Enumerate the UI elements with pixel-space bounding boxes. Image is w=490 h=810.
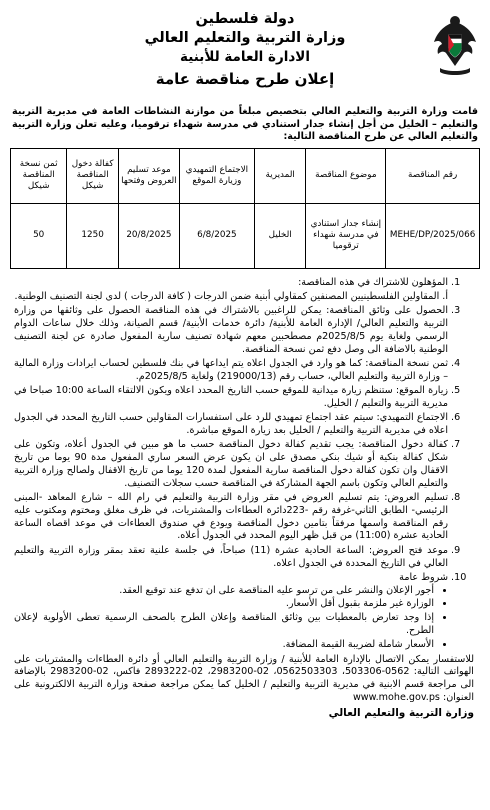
- header-titles: [10, 8, 480, 89]
- condition-item: [14, 572, 448, 652]
- col-submission-date: موعد تسليم العروض وفتحها: [118, 148, 179, 203]
- condition-item: 3. الحصول على وثائق المناقصة: يمكن للراغبين بالاشتراك في هذه المناقصة الحصول على وثائقها من وزارة التربية والتعليم العالي/ الإدارة العامة للأبنية/ دائرة خدمات الأبنية/ قسم الصيانة، وذلك خلال ساعات الدوام الرسمي ولغاية يوم 2025/8/5م مصطحبين معهم شهادة تصنيف سارية المفعول صادرة عن لجنة التصنيف الوطنية بالاضافة الى وصل دفع ثمن نسخة المناقصة.: [14, 305, 448, 356]
- cell-submission-date: 20/8/2025: [118, 203, 179, 268]
- conditions-list: [14, 277, 462, 652]
- general-condition-item: • الوزارة غير ملزمة بقبول أقل الأسعار.: [14, 598, 434, 611]
- tender-table: [10, 148, 480, 269]
- condition-item: أ. المقاولين الفلسطينيين المصنفين كمقاولي أبنية ضمن الدرجات ( كافة الدرجات ) لدى لجنة التصنيف الوطنية.: [14, 291, 448, 303]
- condition-item: 4. ثمن نسخة المناقصة: كما هو وارد في الجدول اعلاه يتم ايداعها في بنك فلسطين لحساب ايرادات وزارة المالية – وزارة التربية والتعليم العالي، حساب رقم (219000/13) ولغاية 2025/8/5م.: [14, 358, 448, 384]
- department-name: الادارة العامة للأبنية: [180, 49, 310, 65]
- col-copy-price: ثمن نسخة المناقصة شيكل: [11, 148, 67, 203]
- palestine-emblem-icon: [432, 12, 478, 78]
- contact-paragraph: للاستفسار يمكن الاتصال بالإدارة العامة للأبنية / وزارة التربية والتعليم العالي أو دائرة العطاءات والمشتريات على الهواتف التالية: 0562-503306، 0562503303، 02-2983200، 02-2893222 فاكس، 02-2983200 بالإضافة الى مراجعة قسم الابنية في مديرية التربية والتعليم / الخليل كما يمكن مراجعة صفحة وزارة التربية الالكترونية على العنوان: www.mohe.gov.ps: [14, 653, 474, 703]
- condition-item: 8. تسليم العروض: يتم تسليم العروض في مقر وزارة التربية والتعليم في رام الله – شارع المعاهد -المبنى الرئيسي- الطابق الثاني-غرفة رقم -223دائرة العطاءات والمشتريات، في ظرف مغلق ومختوم ومكتوب عليه رقم المناقصة واسمها مرفقاً بتامين دخول المناقصة ويودع في صندوق العطاءات في موعد اقصاه الساعة الحادية عشرة (11:00) من قبل ظهر اليوم المحدد في الجدول أعلاه.: [14, 492, 448, 543]
- table-row: [11, 203, 480, 268]
- ministry-name: وزارة التربية والتعليم العالي: [144, 30, 346, 46]
- general-conditions-heading: شروط عامة: [399, 571, 448, 583]
- state-name: دولة فلسطين: [195, 11, 295, 27]
- general-conditions-list: [14, 585, 448, 652]
- col-directorate: المديرية: [254, 148, 306, 203]
- condition-item: 7. كفالة دخول المناقصة: يجب تقديم كفالة دخول المناقصة حسب ما هو مبين في الجدول أعلاه، وتكون على شكل كفالة بنكية أو شيك بنكي مصدق على ان يكون عرض السعر ساري المفعول مدة 90 يوما من تاريخ الاقفال وان تكون كفالة دخول المناقصة سارية المفعول لمدة 120 يوما من تاريخ الاقفال ولصالح وزارة التربية والتعليم العالي وتكون باسم الجهة المشاركة في المناقصة حسب سجلات التصنيف.: [14, 439, 448, 490]
- intro-paragraph: قامت وزارة التربية والتعليم العالي بتخصيص مبلغاً من موازنة النشاطات العامة في مديرية التربية والتعليم – الخليل من أجل إنشاء جدار استنادي في مدرسة شهداء ترقوميا، وعليه تعلن وزارة التربية والتعليم العالي عن طرح المناقصة التالية:: [12, 106, 478, 143]
- col-bid-bond: كفالة دخول المناقصة شيكل: [67, 148, 119, 203]
- cell-pre-meeting: 6/8/2025: [179, 203, 254, 268]
- col-tender-number: رقم المناقصة: [386, 148, 480, 203]
- condition-item: 9. موعد فتح العروض: الساعة الحادية عشرة (11) صباحاً، في جلسة علنية تعقد بمقر وزارة التربية والتعليم العالي في التاريخ المحددة في الجدول اعلاه.: [14, 545, 448, 571]
- header: [10, 8, 480, 106]
- cell-directorate: الخليل: [254, 203, 306, 268]
- signature: وزارة التربية والتعليم العالي: [328, 706, 474, 719]
- cell-bid-bond: 1250: [67, 203, 119, 268]
- cell-tender-subject: إنشاء جدار استنادي في مدرسة شهداء ترقوميا: [306, 203, 386, 268]
- condition-item: 1. المؤهلون للاشتراك في هذه المناقصة:: [14, 277, 448, 290]
- condition-item: 6. الاجتماع التمهيدي: سيتم عقد اجتماع تمهيدي للرد على استفسارات المقاولين حسب التاريخ المحدد في الجدول اعلاه في مديرية التربية والتعليم / الخليل بعد زيارة الموقع مباشرة.: [14, 412, 448, 438]
- col-pre-meeting: الاجتماع التمهيدي وزيارة الموقع: [179, 148, 254, 203]
- general-condition-item: • إذا وجد تعارض بالمعطيات بين وثائق المناقصة وإعلان الطرح بالصحف الرسمية تعطى الأولوية لإعلان الطرح.: [14, 612, 434, 638]
- general-condition-item: • الأسعار شاملة لضريبة القيمة المضافة.: [14, 639, 434, 652]
- condition-item: 5. زيارة الموقع: ستنظم زيارة ميدانية للموقع حسب التاريخ المحدد اعلاه ويكون الالتقاء الساعة 10:00 صباحا في مديرية التربية والتعليم / الخليل.: [14, 385, 448, 411]
- announcement-title: إعلان طرح مناقصة عامة: [155, 70, 335, 88]
- cell-tender-number: MEHE/DP/2025/066: [386, 203, 480, 268]
- cell-copy-price: 50: [11, 203, 67, 268]
- general-condition-item: • أجور الإعلان والنشر على من ترسو عليه المناقصة على ان تدفع عند توقيع العقد.: [14, 585, 434, 598]
- col-tender-subject: موضوع المناقصة: [306, 148, 386, 203]
- table-header-row: [11, 148, 480, 203]
